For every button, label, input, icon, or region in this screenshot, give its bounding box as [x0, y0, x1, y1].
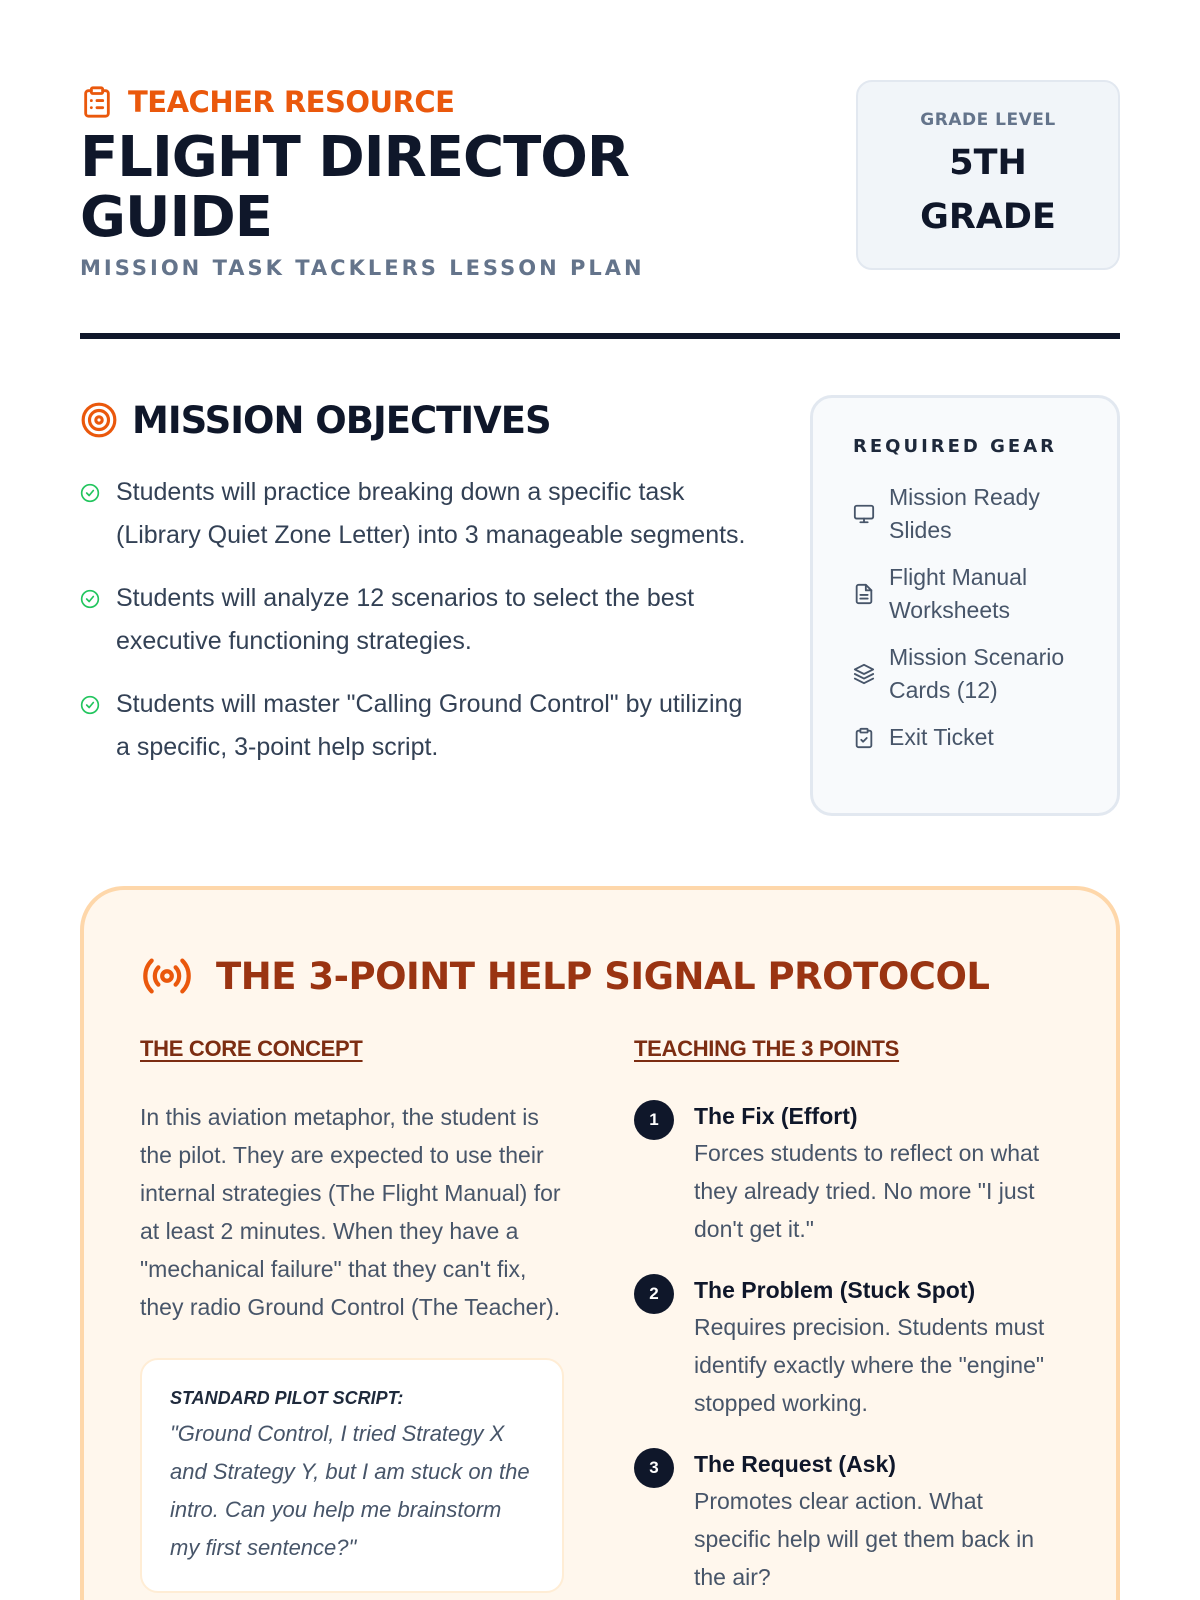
pilot-script-box: [140, 1358, 564, 1593]
gear-label: Mission Scenario Cards (12): [889, 644, 1065, 703]
gear-list: [853, 481, 1081, 754]
grade-level-value: [858, 136, 1118, 244]
objectives-list: [80, 471, 760, 769]
radio-signal-icon: [140, 953, 194, 999]
objective-text: Students will master "Calling Ground Control" by utilizing a specific, 3-point help script.: [116, 690, 743, 761]
clipboard-list-icon: [80, 83, 114, 121]
objectives-title: MISSION OBJECTIVES: [132, 398, 551, 442]
kicker-label: TEACHER RESOURCE: [128, 85, 455, 119]
objective-text: Students will practice breaking down a specific task (Library Quiet Zone Letter) into 3 manageable segments.: [116, 478, 746, 549]
gear-label: Mission Ready Slides: [889, 484, 1040, 543]
point-body: [694, 1098, 1058, 1248]
teaching-point: [634, 1446, 1058, 1596]
core-concept-column: [140, 1036, 564, 1596]
gear-item: [853, 641, 1081, 707]
gear-item: [853, 481, 1081, 547]
mission-objectives-section: [80, 395, 760, 789]
point-title: The Fix (Effort): [694, 1103, 858, 1129]
help-signal-protocol-section: [80, 886, 1120, 1600]
point-body: [694, 1446, 1058, 1596]
point-description: Requires precision. Students must identify exactly where the "engine" stopped working.: [694, 1314, 1045, 1416]
gear-label: Flight Manual Worksheets: [889, 564, 1028, 623]
page-header: [80, 80, 1120, 340]
point-number-badge: 3: [634, 1448, 674, 1488]
check-circle-icon: [80, 483, 100, 503]
point-number-badge: 1: [634, 1100, 674, 1140]
teaching-point: [634, 1272, 1058, 1422]
check-circle-icon: [80, 695, 100, 715]
layers-icon: [853, 663, 875, 685]
objectives-heading: [80, 395, 760, 445]
grade-value-line-2: GRADE: [920, 197, 1056, 237]
grade-value-line-1: 5TH: [949, 143, 1027, 183]
point-body: [694, 1272, 1058, 1422]
monitor-icon: [853, 503, 875, 525]
teaching-points-column: [634, 1036, 1058, 1596]
header-divider: [80, 333, 1120, 339]
point-description: Promotes clear action. What specific help will get them back in the air?: [694, 1488, 1035, 1590]
page-subtitle: MISSION TASK TACKLERS LESSON PLAN: [80, 256, 645, 280]
protocol-heading: [140, 946, 1060, 1006]
core-concept-heading: THE CORE CONCEPT: [140, 1036, 363, 1061]
clipboard-check-icon: [853, 727, 875, 749]
document-icon: [853, 583, 875, 605]
teaching-points-heading: TEACHING THE 3 POINTS: [634, 1036, 900, 1061]
core-concept-text: In this aviation metaphor, the student is the pilot. They are expected to use their internal strategies (The Flight Manual) for at least 2 minutes. When they have a "mechanical failure" that they can't fix, they radio Ground Control (The Teacher).: [140, 1104, 561, 1320]
teaching-points-list: [634, 1098, 1058, 1596]
pilot-script-label: STANDARD PILOT SCRIPT:: [170, 1388, 404, 1408]
point-description: Forces students to reflect on what they already tried. No more "I just don't get it.": [694, 1140, 1040, 1242]
title-line-1: FLIGHT DIRECTOR: [80, 125, 630, 190]
grade-level-label: GRADE LEVEL: [920, 110, 1056, 130]
gear-item: [853, 721, 1081, 754]
objective-text: Students will analyze 12 scenarios to select the best executive functioning strategies.: [116, 584, 695, 655]
gear-item: [853, 561, 1081, 627]
check-circle-icon: [80, 589, 100, 609]
required-gear-card: [810, 395, 1120, 816]
gear-title: REQUIRED GEAR: [853, 436, 1057, 457]
point-number-badge: 2: [634, 1274, 674, 1314]
gear-label: Exit Ticket: [889, 724, 994, 750]
target-icon: [80, 401, 118, 439]
protocol-columns: [140, 1036, 1060, 1596]
protocol-title: THE 3-POINT HELP SIGNAL PROTOCOL: [216, 954, 990, 998]
title-line-2: GUIDE: [80, 185, 273, 250]
objective-item: [80, 683, 760, 769]
point-title: The Problem (Stuck Spot): [694, 1277, 976, 1303]
objective-item: [80, 577, 760, 663]
teaching-point: [634, 1098, 1058, 1248]
grade-level-card: [856, 80, 1120, 270]
objective-item: [80, 471, 760, 557]
pilot-script-text: "Ground Control, I tried Strategy X and Strategy Y, but I am stuck on the intro. Can you help me brainstorm my first sentence?": [170, 1421, 530, 1560]
point-title: The Request (Ask): [694, 1451, 896, 1477]
